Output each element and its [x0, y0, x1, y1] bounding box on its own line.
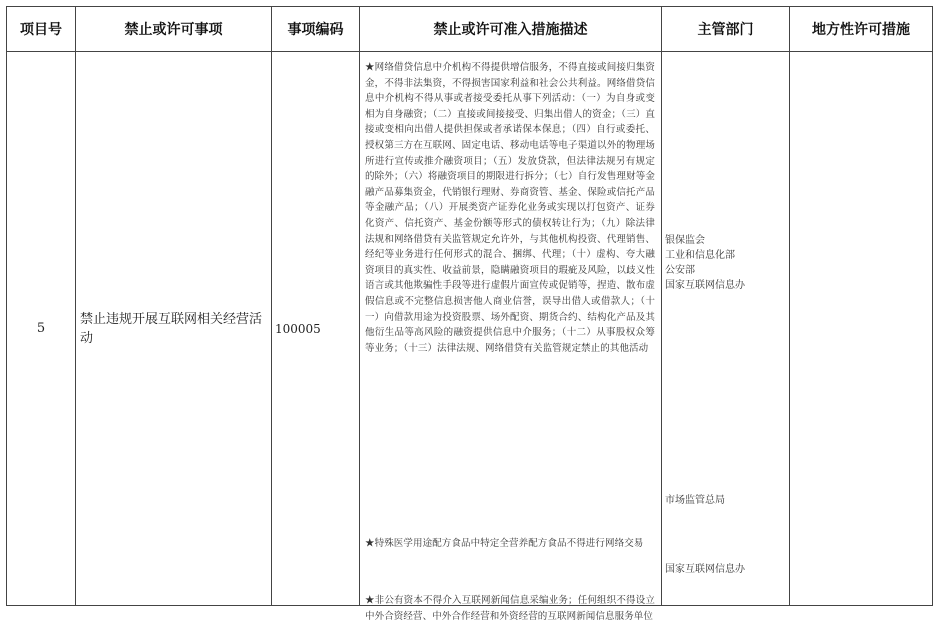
cell-item-name: 禁止违规开展互联网相关经营活动 — [76, 52, 272, 606]
measure-text-3: ★非公有资本不得介入互联网新闻信息采编业务；任何组织不得设立中外合资经营、中外合作经营和外资经营的互联网新闻信息服务单位 — [365, 595, 655, 622]
department-group-2 — [665, 493, 787, 508]
header-local-measures: 地方性许可措施 — [790, 7, 933, 52]
department-name: 银保监会 — [665, 235, 705, 246]
negative-list-table — [6, 6, 933, 622]
header-department: 主管部门 — [662, 7, 790, 52]
measure-text-1: ★网络借贷信息中介机构不得提供增信服务，不得直接或间接归集资金，不得非法集资，不得损害国家利益和社会公共利益。网络借贷信息中介机构不得从事或者接受委托从事下列活动：（一）为自身或变相为自身融资；（二）直接或间接接受、归集出借人的资金；（三）直接或变相向出借人提供担保或者承诺保本保息；（四）自行或委托、授权第三方在互联网、固定电话、移动电话等电子渠道以外的物理场所进行宣传或推介融资项目；（五）发放贷款，但法律法规另有规定的除外；（六）将融资项目的期限进行拆分；（七）自行发售理财等金融产品募集资金，代销银行理财、券商资管、基金、保险或信托产品等金融产品；（八）开展类资产证券化业务或实现以打包资产、证券化资产、信托资产、基金份额等形式的债权转让行为；（九）除法律法规和网络借贷有关监管规定允许外，与其他机构投资、代理销售、经纪等业务进行任何形式的混合、捆绑、代理；（十）虚构、夸大融资项目的真实性、收益前景，隐瞒融资项目的瑕疵及风险，以歧义性语言或其他欺骗性手段等进行虚假片面宣传或促销等，捏造、散布虚假信息或不完整信息损害他人商业信誉，误导出借人或借款人；（十一）向借款用途为投资股票、场外配资、期货合约、结构化产品及其他衍生品等高风险的融资提供信息中介服务；（十二）从事股权众筹等业务；（十三）法律法规、网络借贷有关监管规定禁止的其他活动 — [365, 62, 655, 354]
cell-local-measures — [790, 52, 933, 606]
header-project-no: 项目号 — [7, 7, 76, 52]
cell-measure-description — [360, 52, 662, 622]
measure-text-2: ★特殊医学用途配方食品中特定全营养配方食品不得进行网络交易 — [365, 538, 644, 549]
header-item: 禁止或许可事项 — [76, 7, 272, 52]
cell-item-code: 100005 — [272, 52, 360, 606]
department-name: 工业和信息化部 — [665, 250, 735, 261]
header-measure-description: 禁止或许可准入措施描述 — [360, 7, 662, 52]
cell-project-no: 5 — [7, 52, 76, 606]
department-group-3 — [665, 562, 787, 577]
header-item-code: 事项编码 — [272, 7, 360, 52]
department-group-1 — [665, 233, 787, 293]
department-name: 公安部 — [665, 265, 695, 276]
department-name: 市场监管总局 — [665, 495, 725, 506]
department-name: 国家互联网信息办 — [665, 564, 745, 575]
cell-department — [662, 52, 790, 606]
table-row — [7, 52, 933, 606]
header-row — [7, 7, 933, 52]
department-name: 国家互联网信息办 — [665, 280, 745, 291]
